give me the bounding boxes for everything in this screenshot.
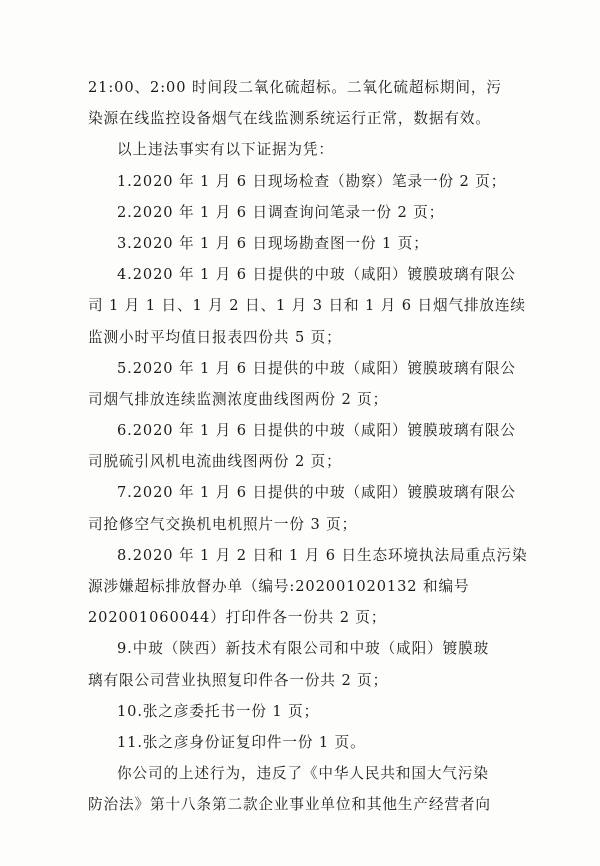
- text-line: 防治法》第十八条第二款企业事业单位和其他生产经营者向: [88, 796, 491, 814]
- evidence-item: 7.2020 年 1 月 6 日提供的中玻（咸阳）镀膜玻璃有限公: [117, 484, 516, 502]
- text-line: 璃有限公司营业执照复印件各一份共 2 页；: [88, 671, 389, 689]
- evidence-item: 10.张之彦委托书一份 1 页；: [117, 702, 320, 720]
- evidence-item: 8.2020 年 1 月 2 日和 1 月 6 日生态环境执法局重点污染: [117, 546, 528, 564]
- text-line: 司脱硫引风机电流曲线图两份 2 页；: [88, 453, 342, 471]
- evidence-item: 9.中玻（陕西）新技术有限公司和中玻（咸阳）镀膜玻: [117, 640, 490, 658]
- text-line: 21:00、2:00 时间段二氧化硫超标。二氧化硫超标期间，污: [88, 79, 502, 96]
- text-line: 染源在线监控设备烟气在线监测系统运行正常，数据有效。: [88, 110, 491, 128]
- evidence-item: 2.2020 年 1 月 6 日调查询问笔录一份 2 页；: [117, 203, 445, 221]
- evidence-item: 4.2020 年 1 月 6 日提供的中玻（咸阳）镀膜玻璃有限公: [117, 266, 516, 284]
- evidence-item: 11.张之彦身份证复印件一份 1 页。: [117, 733, 366, 751]
- evidence-item: 6.2020 年 1 月 6 日提供的中玻（咸阳）镀膜玻璃有限公: [117, 422, 516, 440]
- text-line: 司抢修空气交换机电机照片一份 3 页；: [88, 515, 358, 533]
- text-line: 司烟气排放连续监测浓度曲线图两份 2 页；: [88, 390, 389, 408]
- text-line: 以上违法事实有以下证据为凭：: [117, 141, 334, 159]
- text-line: 你公司的上述行为，违反了《中华人民共和国大气污染: [117, 765, 489, 783]
- text-line: 202001060044）打印件各一份共 2 页；: [88, 609, 387, 627]
- text-line: 监测小时平均值日报表四份共 5 页；: [88, 328, 342, 346]
- evidence-item: 1.2020 年 1 月 6 日现场检查（勘察）笔录一份 2 页；: [117, 172, 507, 190]
- body-text: [88, 72, 528, 821]
- text-line: 源涉嫌超标排放督办单（编号:202001020132 和编号: [88, 578, 470, 595]
- text-line: 司 1 月 1 日、1 月 2 日、1 月 3 日和 1 月 6 日烟气排放连续: [88, 297, 526, 315]
- evidence-item: 3.2020 年 1 月 6 日现场勘查图一份 1 页；: [117, 234, 429, 252]
- evidence-item: 5.2020 年 1 月 6 日提供的中玻（咸阳）镀膜玻璃有限公: [117, 359, 516, 377]
